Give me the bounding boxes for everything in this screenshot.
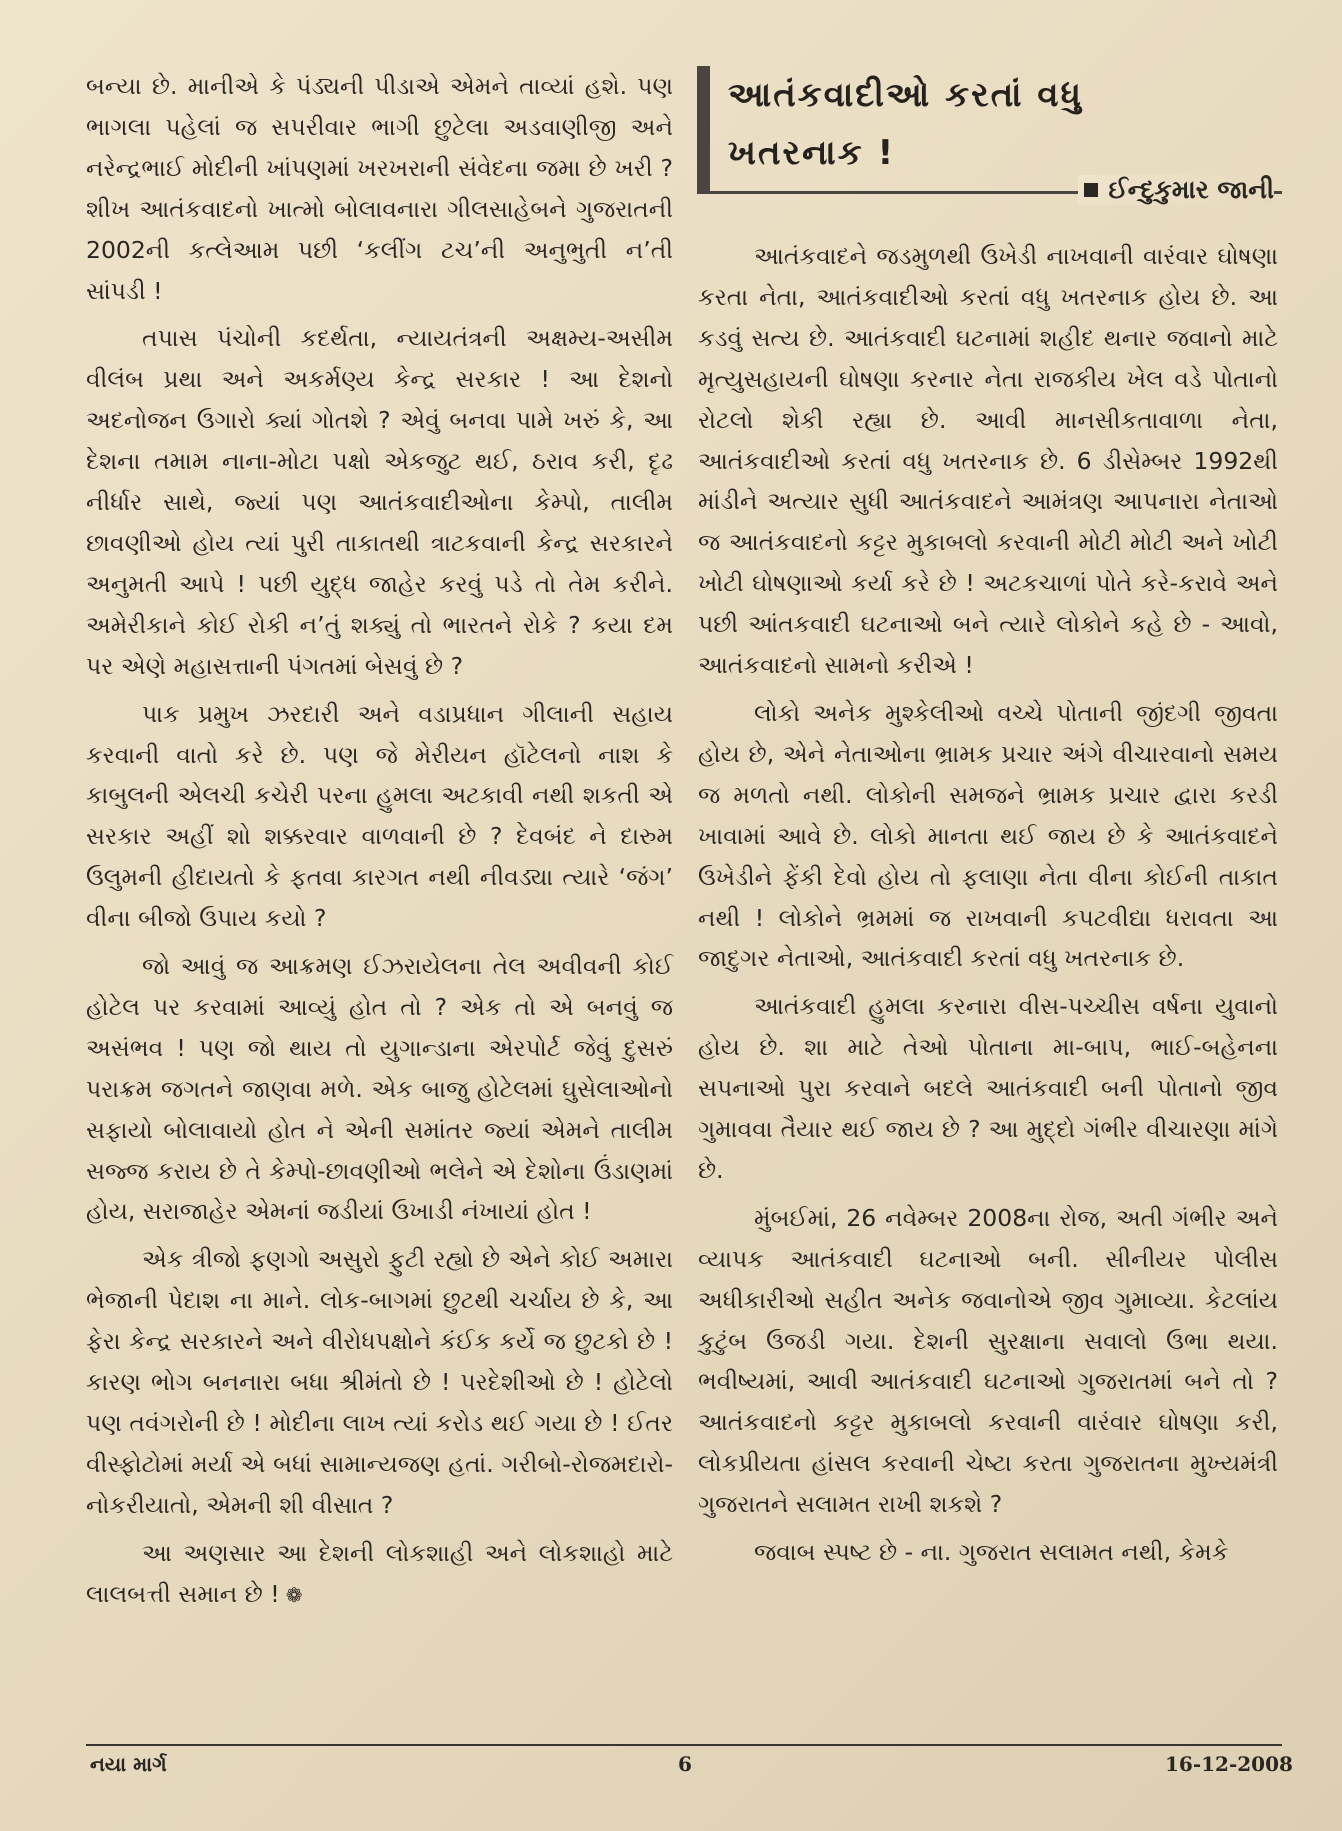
square-bullet-icon — [1084, 183, 1098, 197]
paragraph: એક ત્રીજો ફણગો અસુરો ફુટી રહ્યો છે એને કોઈ અમારા ભેજાની પેદાશ ના માને. લોક-બાગમાં છુટથી ચર્ચાય છે કે, આ ફેરા કેન્દ્ર સરકારને અને વીરોધપક્ષોને કંઈક કર્યે જ છુટકો છે ! કારણ ભોગ બનનારા બધા શ્રીમંતો છે ! પરદેશીઓ છે ! હોટેલો પણ તવંગરોની છે ! મોદીના લાખ ત્યાં કરોડ થઈ ગયા છે ! ઈતર વીસ્ફોટોમાં મર્યા એ બધાં સામાન્યજણ હતાં. ગરીબો-રોજમદારો-નોકરીયાતો, એમની શી વીસાત ? — [86, 1245, 673, 1519]
paragraph: જો આવું જ આક્રમણ ઈઝરાયેલના તેલ અવીવની કોઈ હોટેલ પર કરવામાં આવ્યું હોત તો ? એક તો એ બનવું જ અસંભવ ! પણ જો થાય તો યુગાન્ડાના એરપોર્ટ જેવું દુસરું પરાક્રમ જગતને જાણવા મળે. એક બાજુ હોટેલમાં ઘુસેલાઓનો સફાયો બોલાવાયો હોત ને એની સમાંતર જ્યાં એમને તાલીમ સજ્જ કરાય છે તે કેમ્પો-છાવણીઓ ભલેને એ દેશોના ઉંડાણમાં હોય, સરાજાહેર એમનાં જડીયાં ઉખાડી નંખાયાં હોત ! — [86, 952, 673, 1226]
paragraph: આતંકવાદી હુમલા કરનારા વીસ-પચ્ચીસ વર્ષના યુવાનો હોય છે. શા માટે તેઓ પોતાના મા-બાપ, ભાઈ-બહેનના સપનાઓ પુરા કરવાને બદલે આતંકવાદી બની પોતાનો જીવ ગુમાવવા તૈયાર થઈ જાય છે ? આ મુદ્દો ગંભીર વીચારણા માંગે છે. — [698, 992, 1278, 1184]
paragraph: બન્યા છે. માનીએ કે પંડ્યની પીડાએ એમને તાવ્યાં હશે. પણ ભાગલા પહેલાં જ સપરીવાર ભાગી છુટેલા અડવાણીજી અને નરેન્દ્રભાઈ મોદીની ખાંપણમાં ખરખરાની સંવેદના જમા છે ખરી ? શીખ આતંકવાદનો ખાત્મો બોલાવનારા ગીલસાહેબને ગુજરાતની 2002ની કત્લેઆમ પછી ‘કલીંગ ટચ’ની અનુભુતી ન’તી સાંપડી ! — [86, 72, 673, 305]
right-column — [698, 236, 1278, 1580]
paragraph: આતંકવાદને જડમુળથી ઉખેડી નાખવાની વારંવાર ઘોષણા કરતા નેતા, આતંકવાદીઓ કરતાં વધુ ખતરનાક હોય છે. આ કડવું સત્ય છે. આતંકવાદી ઘટનામાં શહીદ થનાર જવાનો માટે મૃત્યુસહાયની ઘોષણા કરનાર નેતા રાજકીય ખેલ વડે પોતાનો રોટલો શેકી રહ્યા છે. આવી માનસીકતાવાળા નેતા, આતંકવાદીઓ કરતાં વધુ ખતરનાક છે. 6 ડીસેમ્બર 1992થી માંડીને અત્યાર સુધી આતંકવાદને આમંત્રણ આપનારા નેતાઓ જ આતંકવાદનો કટ્ટર મુકાબલો કરવાની મોટી મોટી અને ખોટી ખોટી ઘોષણાઓ કર્યા કરે છે ! અટકચાળાં પોતે કરે-કરાવે અને પછી આંતકવાદી ઘટનાઓ બને ત્યારે લોકોને કહે છે - આવો, આતંકવાદનો સામનો કરીએ ! — [698, 242, 1278, 680]
publication-name: નયા માર્ગ — [90, 1752, 167, 1776]
article-title-line2: ખતરનાક ! — [728, 133, 896, 173]
byline — [1078, 175, 1274, 205]
article-title-line1: આતંકવાદીઓ કરતાં વધુ — [728, 75, 1083, 115]
paragraph: પાક પ્રમુખ ઝરદારી અને વડાપ્રધાન ગીલાની સહાય કરવાની વાતો કરે છે. પણ જે મેરીયન હૉટેલનો નાશ કે કાબુલની એલચી કચેરી પરના હુમલા અટકાવી નથી શકતી એ સરકાર અહીં શો શક્કરવાર વાળવાની છે ? દેવબંદ ને દારુમ ઉલુમની હીદાયતો કે ફતવા કારગત નથી નીવડ્યા ત્યારે ‘જંગ’ વીના બીજો ઉપાય કયો ? — [86, 699, 673, 933]
paragraph-text: આ અણસાર આ દેશની લોકશાહી અને લોકશાહો માટે લાલબત્તી સમાન છે ! — [86, 1538, 673, 1608]
paragraph: જવાબ સ્પષ્ટ છે - ના. ગુજરાત સલામત નથી, કેમકે — [754, 1538, 1229, 1567]
footer-divider — [86, 1744, 1282, 1746]
paragraph: લોકો અનેક મુશ્કેલીઓ વચ્ચે પોતાની જીંદગી જીવતા હોય છે, એને નેતાઓના ભ્રામક પ્રચાર અંગે વીચારવાનો સમય જ મળતો નથી. લોકોની સમજને ભ્રામક પ્રચાર દ્વારા કરડી ખાવામાં આવે છે. લોકો માનતા થઈ જાય છે કે આતંકવાદને ઉખેડીને ફેંકી દેવો હોય તો ફલાણા નેતા વીના કોઈની તાકાત નથી ! લોકોને ભ્રમમાં જ રાખવાની કપટવીદ્યા ધરાવતા આ જાદુગર નેતાઓ, આતંકવાદી કરતાં વધુ ખતરનાક છે. — [698, 698, 1278, 973]
paragraph-last — [86, 1533, 673, 1616]
end-mark-icon: ❁ — [285, 1582, 303, 1607]
issue-date: 16-12-2008 — [1165, 1752, 1293, 1776]
author-name: ઈન્દુકુમાર જાની — [1108, 175, 1274, 204]
paragraph: મુંબઈમાં, 26 નવેમ્બર 2008ના રોજ, અતી ગંભીર અને વ્યાપક આતંકવાદી ઘટનાઓ બની. સીનીયર પોલીસ અધીકારીઓ સહીત અનેક જવાનોએ જીવ ગુમાવ્યા. કેટલાંય કુટુંબ ઉજડી ગયા. દેશની સુરક્ષાના સવાલો ઉભા થયા. ભવીષ્યમાં, આવી આતંકવાદી ઘટનાઓ ગુજરાતમાં બને તો ? આતંકવાદનો કટ્ટર મુકાબલો કરવાની વારંવાર ઘોષણા કરી, લોકપ્રીયતા હાંસલ કરવાની ચેષ્ટા કરતા ગુજરાતના મુખ્યમંત્રી ગુજરાતને સલામત રાખી શકશે ? — [698, 1203, 1278, 1519]
page-number: 6 — [678, 1752, 692, 1776]
paragraph: તપાસ પંચોની કદર્થતા, ન્યાયતંત્રની અક્ષમ્ય-અસીમ વીલંબ પ્રથા અને અકર્મણ્ય કેન્દ્ર સરકાર ! આ દેશનો અદનોજન ઉગારો ક્યાં ગોતશે ? એવું બનવા પામે ખરું કે, આ દેશના તમામ નાના-મોટા પક્ષો એકજુટ થઈ, ઠરાવ કરી, દૃઢ નીર્ધાર સાથે, જ્યાં પણ આતંકવાદીઓના કેમ્પો, તાલીમ છાવણીઓ હોય ત્યાં પુરી તાકાતથી ત્રાટકવાની કેન્દ્ર સરકારને અનુમતી આપે ! પછી યુદ્ધ જાહેર કરવું પડે તો તેમ કરીને. અમેરીકાને કોઈ રોકી ન’તું શક્યું તો ભારતને રોકે ? કયા દમ પર એણે મહાસત્તાની પંગતમાં બેસવું છે ? — [86, 324, 673, 680]
left-column — [86, 66, 673, 1623]
